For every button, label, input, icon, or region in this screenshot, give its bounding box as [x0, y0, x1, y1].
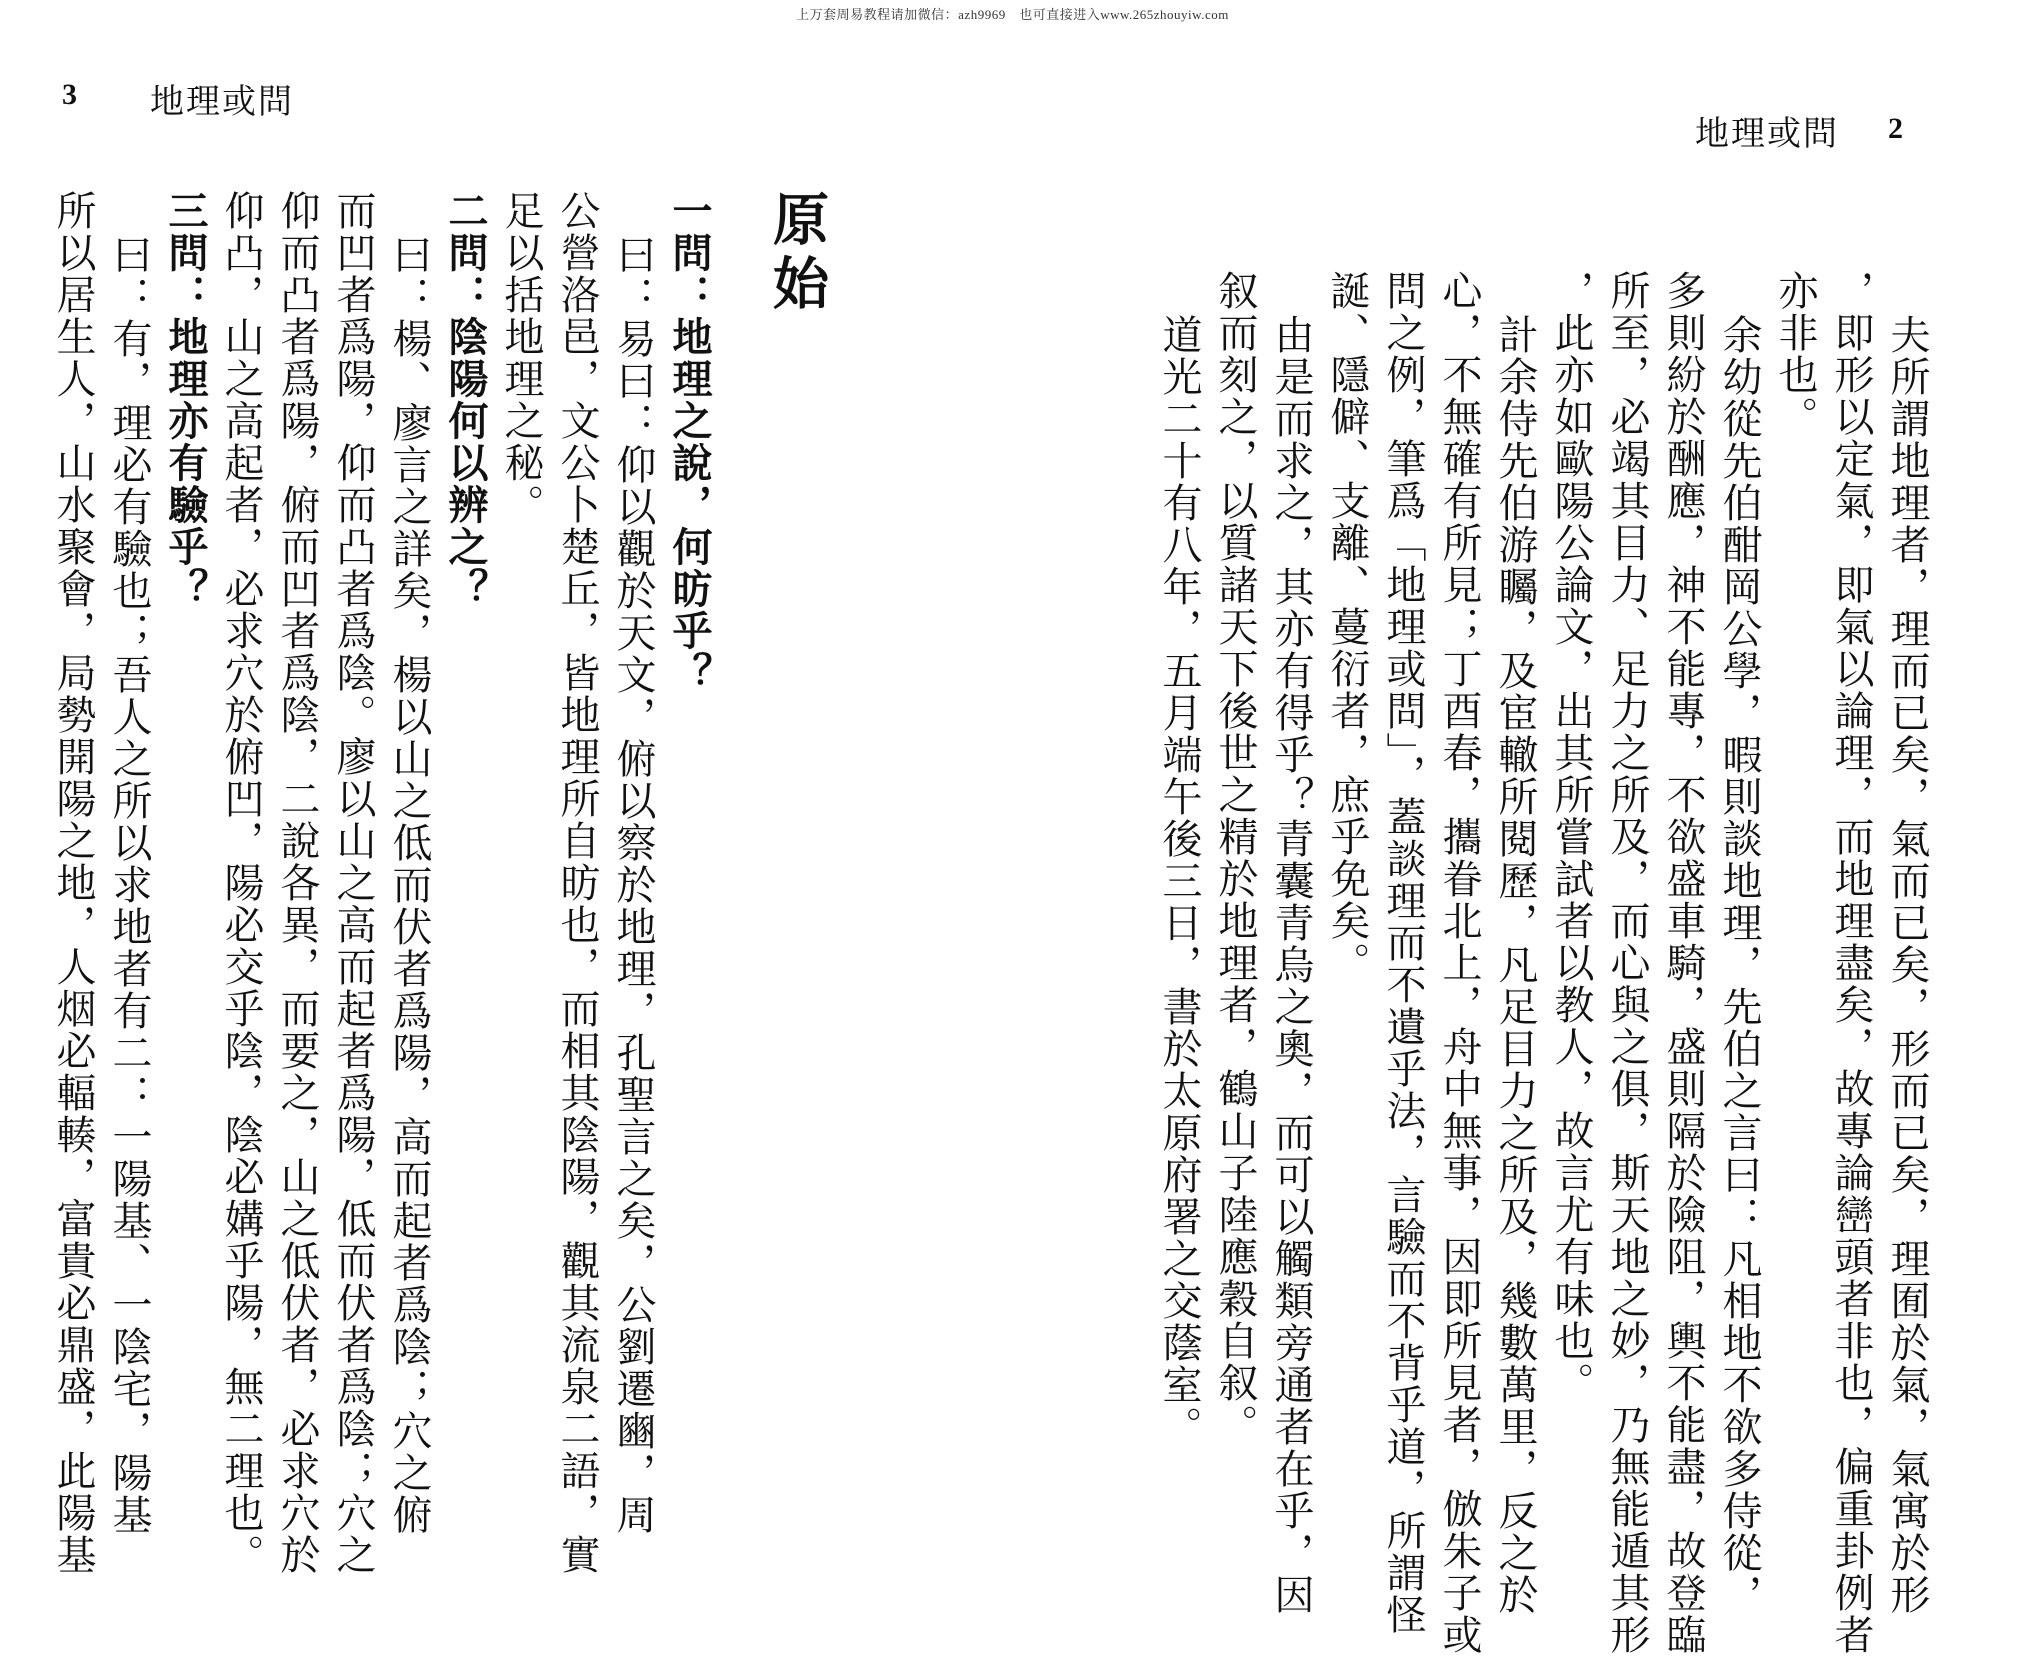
right-running-head: 地理或問	[1695, 114, 1839, 154]
text-column: 公營洛邑，文公卜楚丘，皆地理所自昉也，而相其陰陽，觀其流泉二語，實	[554, 190, 600, 1576]
text-column: 所以居生人，山水聚會，局勢開陽之地，人烟必輻輳，富貴必鼎盛，此陽基	[50, 190, 96, 1576]
text-column: 曰：有，理必有驗也；吾人之所以求地者有二：一陽基、一陰宅，陽基	[106, 234, 152, 1536]
right-page-body	[1151, 270, 1935, 1656]
text-column: 由是而求之，其亦有得乎？青囊青烏之奧，而可以觸類旁通者在乎，因	[1268, 314, 1314, 1616]
left-page-body	[45, 190, 837, 1576]
text-column: 而凹者爲陽，仰而凸者爲陰。廖以山之高而起者爲陽，低而伏者爲陰；穴之	[330, 190, 376, 1576]
question-heading: 二問：陰陽何以辨之？	[442, 190, 489, 610]
text-column: 曰：楊、廖言之詳矣，楊以山之低而伏者爲陽，高而起者爲陰；穴之俯	[386, 234, 432, 1536]
text-column: 心，不無確有所見；丁酉春，攜眷北上，舟中無事，因即所見者，倣朱子或	[1436, 270, 1482, 1656]
right-page-number: 2	[1888, 112, 1903, 145]
text-column: 余幼從先伯酣岡公學，暇則談地理，先伯之言曰：凡相地不欲多侍從，	[1716, 314, 1762, 1616]
text-column: 誕、隱僻、支離、蔓衍者，庶乎免矣。	[1324, 270, 1370, 984]
text-column: 多則紛於酬應，神不能專，不欲盛車騎，盛則隔於險阻，輿不能盡，故登臨	[1660, 270, 1706, 1656]
section-title: 原始	[764, 190, 830, 318]
text-column: ，即形以定氣，即氣以論理，而地理盡矣，故專論巒頭者非也，偏重卦例者	[1828, 270, 1874, 1656]
column-spacer	[717, 190, 757, 1570]
text-column: 問之例，筆爲「地理或問」，蓋談理而不遺乎法，言驗而不背乎道，所謂怪	[1380, 270, 1426, 1636]
text-column: ，此亦如歐陽公論文，出其所嘗試者以教人，故言尤有味也。	[1548, 270, 1594, 1404]
text-column: 所至，必竭其目力、足力之所及，而心與之俱，斯天地之妙，乃無能遁其形	[1604, 270, 1650, 1656]
text-column: 足以括地理之秘。	[498, 190, 544, 526]
left-running-head: 地理或問	[150, 82, 294, 122]
date-column: 道光二十有八年，五月端午後三日，書於太原府署之交蔭室。	[1156, 314, 1202, 1448]
text-column: 叙而刻之，以質諸天下後世之精於地理者，鶴山子陸應穀自叙。	[1212, 270, 1258, 1446]
question-heading: 一問：地理之說，何昉乎？	[666, 190, 713, 694]
text-column: 仰凸，山之高起者，必求穴於俯凹，陽必交乎陰，陰必媾乎陽，無二理也。	[218, 190, 264, 1576]
text-column: 計余侍先伯游矚，及宦轍所閱歷，凡足目力之所及，幾數萬里，反之於	[1492, 314, 1538, 1616]
question-heading: 三問：地理亦有驗乎？	[162, 190, 209, 610]
source-banner: 上万套周易教程请加微信：azh9969 也可直接进入www.265zhouyiw.com	[796, 7, 1229, 22]
left-page-number: 3	[62, 78, 77, 111]
text-column: 亦非也。	[1772, 270, 1818, 438]
text-column: 曰：易曰：仰以觀於天文，俯以察於地理，孔聖言之矣，公劉遷豳，周	[610, 234, 656, 1536]
text-column: 仰而凸者爲陽，俯而凹者爲陰，二說各異，而要之，山之低伏者，必求穴於	[274, 190, 320, 1576]
text-column: 夫所謂地理者，理而已矣，氣而已矣，形而已矣，理囿於氣，氣寓於形	[1884, 314, 1930, 1616]
